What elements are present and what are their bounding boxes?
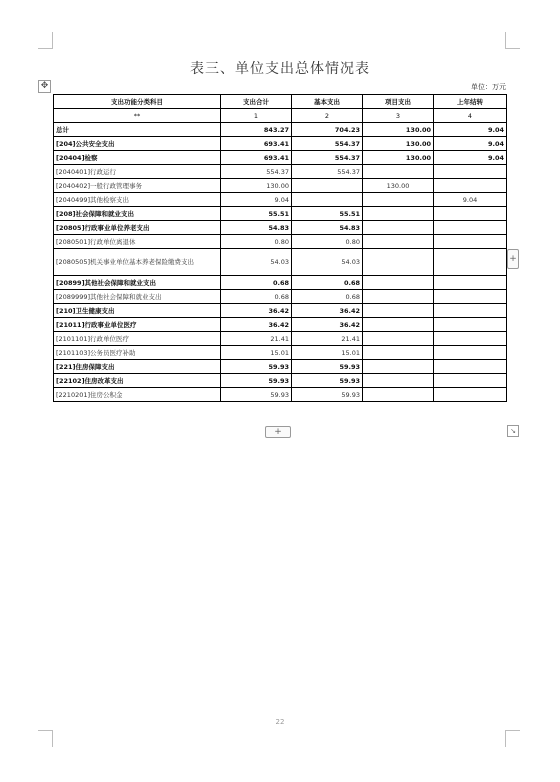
category-cell[interactable]: [2040402]一般行政管理事务 bbox=[54, 179, 221, 193]
category-cell[interactable]: [2080501]行政单位离退休 bbox=[54, 235, 221, 249]
table-move-handle-icon[interactable]: ✥ bbox=[38, 80, 51, 93]
category-cell[interactable]: [2101103]公务员医疗补助 bbox=[54, 346, 221, 360]
amount-cell[interactable]: 0.68 bbox=[221, 290, 292, 304]
amount-cell[interactable] bbox=[363, 374, 434, 388]
header-cell: 支出功能分类科目 bbox=[54, 95, 221, 109]
amount-cell[interactable]: 0.80 bbox=[221, 235, 292, 249]
category-cell[interactable]: [2040401]行政运行 bbox=[54, 165, 221, 179]
category-cell[interactable]: [221]住房保障支出 bbox=[54, 360, 221, 374]
table-row bbox=[54, 235, 507, 249]
amount-cell[interactable] bbox=[363, 318, 434, 332]
category-cell[interactable]: [208]社会保障和就业支出 bbox=[54, 207, 221, 221]
amount-cell[interactable]: 554.37 bbox=[292, 137, 363, 151]
amount-cell[interactable]: 59.93 bbox=[292, 374, 363, 388]
amount-cell[interactable] bbox=[434, 388, 507, 402]
amount-cell[interactable]: 36.42 bbox=[292, 318, 363, 332]
amount-cell[interactable] bbox=[363, 249, 434, 276]
category-cell[interactable]: [210]卫生健康支出 bbox=[54, 304, 221, 318]
amount-cell[interactable] bbox=[434, 165, 507, 179]
amount-cell[interactable]: 54.03 bbox=[292, 249, 363, 276]
amount-cell[interactable]: 9.04 bbox=[221, 193, 292, 207]
amount-cell[interactable]: 59.93 bbox=[221, 360, 292, 374]
amount-cell[interactable]: 36.42 bbox=[292, 304, 363, 318]
table-row bbox=[54, 332, 507, 346]
amount-cell[interactable] bbox=[434, 304, 507, 318]
amount-cell[interactable] bbox=[292, 179, 363, 193]
table-row bbox=[54, 123, 507, 137]
amount-cell[interactable]: 9.04 bbox=[434, 193, 507, 207]
crop-mark-top-right bbox=[505, 32, 520, 49]
table-row bbox=[54, 388, 507, 402]
amount-cell[interactable]: 0.80 bbox=[292, 235, 363, 249]
amount-cell[interactable]: 21.41 bbox=[292, 332, 363, 346]
amount-cell[interactable] bbox=[363, 360, 434, 374]
category-cell[interactable]: 总计 bbox=[54, 123, 221, 137]
table-row bbox=[54, 290, 507, 304]
amount-cell[interactable] bbox=[363, 193, 434, 207]
category-cell[interactable]: [2210201]住房公积金 bbox=[54, 388, 221, 402]
header-cell: 上年结转 bbox=[434, 95, 507, 109]
amount-cell[interactable]: 130.00 bbox=[221, 179, 292, 193]
amount-cell[interactable]: 0.68 bbox=[292, 290, 363, 304]
category-cell[interactable]: [2089999]其他社会保障和就业支出 bbox=[54, 290, 221, 304]
unit-label: 单位：万元 bbox=[471, 83, 506, 91]
amount-cell[interactable] bbox=[434, 276, 507, 290]
index-cell: 2 bbox=[292, 109, 363, 123]
amount-cell[interactable] bbox=[434, 346, 507, 360]
index-cell: ** bbox=[54, 109, 221, 123]
amount-cell[interactable]: 59.93 bbox=[221, 374, 292, 388]
table-row bbox=[54, 193, 507, 207]
page-number: 22 bbox=[275, 718, 285, 726]
amount-cell[interactable]: 55.51 bbox=[292, 207, 363, 221]
table-index-row bbox=[54, 109, 507, 123]
category-cell[interactable]: [21011]行政事业单位医疗 bbox=[54, 318, 221, 332]
amount-cell[interactable]: 21.41 bbox=[221, 332, 292, 346]
amount-cell[interactable]: 9.04 bbox=[434, 137, 507, 151]
category-cell[interactable]: [2101101]行政单位医疗 bbox=[54, 332, 221, 346]
amount-cell[interactable]: 54.83 bbox=[292, 221, 363, 235]
amount-cell[interactable]: 54.83 bbox=[221, 221, 292, 235]
header-cell: 基本支出 bbox=[292, 95, 363, 109]
amount-cell[interactable]: 15.01 bbox=[292, 346, 363, 360]
amount-cell[interactable]: 9.04 bbox=[434, 123, 507, 137]
amount-cell[interactable]: 0.68 bbox=[221, 276, 292, 290]
amount-cell[interactable]: 693.41 bbox=[221, 151, 292, 165]
amount-cell[interactable] bbox=[434, 249, 507, 276]
amount-cell[interactable]: 843.27 bbox=[221, 123, 292, 137]
amount-cell[interactable] bbox=[363, 332, 434, 346]
table-row bbox=[54, 276, 507, 290]
amount-cell[interactable]: 59.93 bbox=[292, 388, 363, 402]
header-cell: 支出合计 bbox=[221, 95, 292, 109]
page-title: 表三、单位支出总体情况表 bbox=[190, 61, 370, 77]
amount-cell[interactable] bbox=[363, 235, 434, 249]
table-row bbox=[54, 374, 507, 388]
table-row bbox=[54, 360, 507, 374]
amount-cell[interactable] bbox=[363, 346, 434, 360]
category-cell[interactable]: [20404]检察 bbox=[54, 151, 221, 165]
add-row-plus-icon[interactable]: + bbox=[265, 426, 291, 438]
amount-cell[interactable] bbox=[434, 290, 507, 304]
amount-cell[interactable]: 0.68 bbox=[292, 276, 363, 290]
table-row bbox=[54, 179, 507, 193]
category-cell[interactable]: [22102]住房改革支出 bbox=[54, 374, 221, 388]
index-cell: 3 bbox=[363, 109, 434, 123]
amount-cell[interactable]: 59.93 bbox=[221, 388, 292, 402]
category-cell[interactable]: [204]公共安全支出 bbox=[54, 137, 221, 151]
expenditure-table[interactable] bbox=[53, 94, 507, 402]
amount-cell[interactable]: 130.00 bbox=[363, 151, 434, 165]
amount-cell[interactable] bbox=[363, 221, 434, 235]
table-row bbox=[54, 137, 507, 151]
amount-cell[interactable] bbox=[434, 221, 507, 235]
index-cell: 1 bbox=[221, 109, 292, 123]
amount-cell[interactable] bbox=[363, 304, 434, 318]
amount-cell[interactable] bbox=[434, 179, 507, 193]
header-cell: 项目支出 bbox=[363, 95, 434, 109]
crop-mark-bottom-left bbox=[38, 730, 53, 747]
amount-cell[interactable] bbox=[292, 193, 363, 207]
table-row bbox=[54, 249, 507, 276]
table-header-row bbox=[54, 95, 507, 109]
table-row bbox=[54, 207, 507, 221]
index-cell: 4 bbox=[434, 109, 507, 123]
crop-mark-top-left bbox=[38, 32, 53, 49]
amount-cell[interactable] bbox=[363, 388, 434, 402]
amount-cell[interactable]: 693.41 bbox=[221, 137, 292, 151]
amount-cell[interactable]: 704.23 bbox=[292, 123, 363, 137]
amount-cell[interactable] bbox=[434, 318, 507, 332]
table-row bbox=[54, 318, 507, 332]
amount-cell[interactable] bbox=[434, 360, 507, 374]
amount-cell[interactable]: 130.00 bbox=[363, 137, 434, 151]
amount-cell[interactable]: 554.37 bbox=[292, 151, 363, 165]
table-resize-icon[interactable]: ↘ bbox=[507, 425, 519, 437]
amount-cell[interactable]: 15.01 bbox=[221, 346, 292, 360]
amount-cell[interactable] bbox=[363, 290, 434, 304]
amount-cell[interactable]: 59.93 bbox=[292, 360, 363, 374]
amount-cell[interactable]: 9.04 bbox=[434, 151, 507, 165]
table-row bbox=[54, 165, 507, 179]
amount-cell[interactable]: 54.03 bbox=[221, 249, 292, 276]
amount-cell[interactable]: 130.00 bbox=[363, 179, 434, 193]
category-cell[interactable]: [20899]其他社会保障和就业支出 bbox=[54, 276, 221, 290]
amount-cell[interactable]: 55.51 bbox=[221, 207, 292, 221]
table-row bbox=[54, 304, 507, 318]
amount-cell[interactable] bbox=[363, 165, 434, 179]
amount-cell[interactable]: 36.42 bbox=[221, 318, 292, 332]
amount-cell[interactable] bbox=[434, 332, 507, 346]
amount-cell[interactable] bbox=[434, 207, 507, 221]
amount-cell[interactable]: 554.37 bbox=[221, 165, 292, 179]
crop-mark-bottom-right bbox=[505, 730, 520, 747]
amount-cell[interactable] bbox=[363, 276, 434, 290]
category-cell[interactable]: [2080505]机关事业单位基本养老保险缴费支出 bbox=[54, 249, 221, 276]
add-column-plus-icon[interactable]: + bbox=[507, 249, 519, 269]
amount-cell[interactable] bbox=[434, 374, 507, 388]
table-row bbox=[54, 346, 507, 360]
amount-cell[interactable] bbox=[434, 235, 507, 249]
category-cell[interactable]: [2040499]其他检察支出 bbox=[54, 193, 221, 207]
amount-cell[interactable]: 130.00 bbox=[363, 123, 434, 137]
table-row bbox=[54, 151, 507, 165]
amount-cell[interactable] bbox=[363, 207, 434, 221]
table-row bbox=[54, 221, 507, 235]
amount-cell[interactable]: 554.37 bbox=[292, 165, 363, 179]
amount-cell[interactable]: 36.42 bbox=[221, 304, 292, 318]
category-cell[interactable]: [20805]行政事业单位养老支出 bbox=[54, 221, 221, 235]
